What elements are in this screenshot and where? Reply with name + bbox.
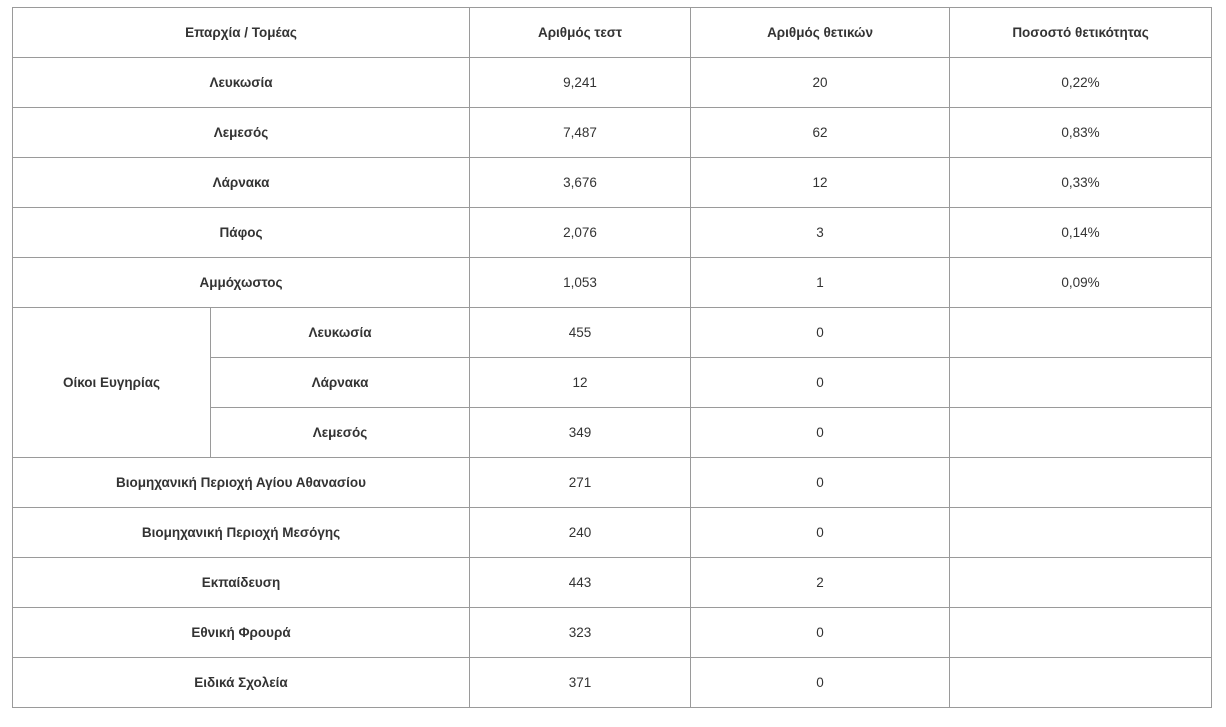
tests-value: 3,676: [470, 158, 691, 208]
header-region: Επαρχία / Τομέας: [13, 8, 470, 58]
positives-value: 0: [691, 508, 950, 558]
positives-value: 0: [691, 358, 950, 408]
tests-value: 12: [470, 358, 691, 408]
row-label: Λευκωσία: [211, 308, 470, 358]
rate-value: [950, 458, 1212, 508]
positives-value: 3: [691, 208, 950, 258]
table-row: [13, 158, 1212, 208]
row-label: Βιομηχανική Περιοχή Αγίου Αθανασίου: [13, 458, 470, 508]
rate-value: [950, 508, 1212, 558]
rate-value: [950, 558, 1212, 608]
table-row: [13, 58, 1212, 108]
table-row: [13, 458, 1212, 508]
care-homes-group-label: Οίκοι Ευγηρίας: [13, 308, 211, 458]
rate-value: 0,09%: [950, 258, 1212, 308]
results-table: [12, 7, 1212, 708]
table-row: [13, 208, 1212, 258]
header-row: [13, 8, 1212, 58]
table-row: [13, 558, 1212, 608]
row-label: Εθνική Φρουρά: [13, 608, 470, 658]
row-label: Λεμεσός: [13, 108, 470, 158]
rate-value: [950, 408, 1212, 458]
row-label: Λάρνακα: [211, 358, 470, 408]
rate-value: [950, 658, 1212, 708]
row-label: Πάφος: [13, 208, 470, 258]
rate-value: [950, 608, 1212, 658]
row-label: Αμμόχωστος: [13, 258, 470, 308]
positives-value: 12: [691, 158, 950, 208]
rate-value: [950, 308, 1212, 358]
row-label: Ειδικά Σχολεία: [13, 658, 470, 708]
row-label: Εκπαίδευση: [13, 558, 470, 608]
tests-value: 443: [470, 558, 691, 608]
table-row: [13, 608, 1212, 658]
tests-value: 240: [470, 508, 691, 558]
row-label: Λεμεσός: [211, 408, 470, 458]
header-positives: Αριθμός θετικών: [691, 8, 950, 58]
rate-value: 0,33%: [950, 158, 1212, 208]
positives-value: 0: [691, 458, 950, 508]
positives-value: 0: [691, 658, 950, 708]
tests-value: 455: [470, 308, 691, 358]
table-row: [13, 508, 1212, 558]
positives-value: 0: [691, 308, 950, 358]
positives-value: 1: [691, 258, 950, 308]
row-label: Λάρνακα: [13, 158, 470, 208]
table-row: [13, 308, 1212, 358]
tests-value: 371: [470, 658, 691, 708]
positives-value: 0: [691, 408, 950, 458]
rate-value: [950, 358, 1212, 408]
tests-value: 2,076: [470, 208, 691, 258]
header-rate: Ποσοστό θετικότητας: [950, 8, 1212, 58]
row-label: Βιομηχανική Περιοχή Μεσόγης: [13, 508, 470, 558]
rate-value: 0,83%: [950, 108, 1212, 158]
rate-value: 0,22%: [950, 58, 1212, 108]
tests-value: 349: [470, 408, 691, 458]
table-row: [13, 108, 1212, 158]
tests-value: 7,487: [470, 108, 691, 158]
row-label: Λευκωσία: [13, 58, 470, 108]
tests-value: 9,241: [470, 58, 691, 108]
table-row: [13, 258, 1212, 308]
tests-value: 271: [470, 458, 691, 508]
table-row: [13, 658, 1212, 708]
tests-value: 323: [470, 608, 691, 658]
positives-value: 0: [691, 608, 950, 658]
header-tests: Αριθμός τεστ: [470, 8, 691, 58]
positives-value: 62: [691, 108, 950, 158]
positives-value: 20: [691, 58, 950, 108]
positives-value: 2: [691, 558, 950, 608]
rate-value: 0,14%: [950, 208, 1212, 258]
tests-value: 1,053: [470, 258, 691, 308]
